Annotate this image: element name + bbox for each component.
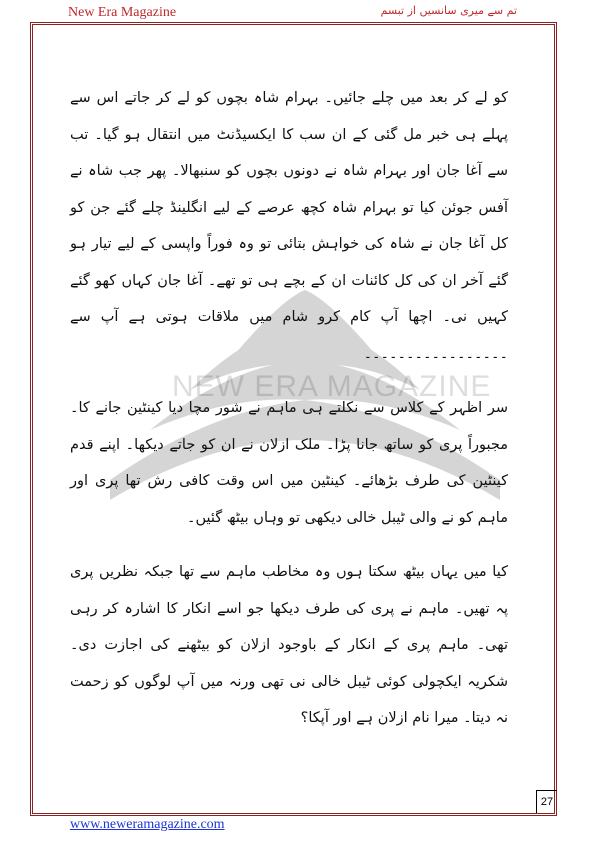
magazine-name: New Era Magazine bbox=[68, 5, 177, 20]
article-body bbox=[70, 80, 508, 755]
page-number: 27 bbox=[536, 790, 557, 813]
paragraph: کو لے کر بعد میں چلے جائیں۔ بہرام شاہ بچوں کو لے کر جاتے اس سے پہلے ہی خبر مل گئی کے ان سب کا ایکسیڈنٹ میں انتقال ہو گیا۔ تب سے آغا جان اور بہرام شاہ نے دونوں بچوں کو سنبھالا۔ پھر جب شاہ نے آفس جوئن کیا تو بہرام شاہ کچھ عرصے کے لیے انگلینڈ چلے گئے جن کو کل آغا جان نے شاہ کی خواہش بتائی تو وہ فوراً واپسی کے لیے تیار ہو گئے آخر ان کی کل کائنات ان کے بچے ہی تو تھے۔ آغا جان کہاں کھو گئے کہیں نی۔ اچھا آپ کام کرو شام میں ملاقات ہوتی ہے آپ سے ۔۔۔۔۔۔۔۔۔۔۔۔۔۔۔۔۔ bbox=[70, 90, 508, 362]
paragraph: کیا میں یہاں بیٹھ سکتا ہوں وہ مخاطب ماہم سے تھا جبکہ نظریں پری پہ تھیں۔ ماہم نے پری کی طرف دیکھا جو اسے انکار کا اشارہ کر رہی تھی۔ ماہم پری کے انکار کے باوجود ازلان کو بیٹھنے کی اجازت دی۔ شکریہ ایکچولی کوئی ٹیبل خالی نی تھی ورنہ میں آپ لوگوں کو زحمت نہ دیتا۔ میرا نام ازلان ہے اور آپکا؟ bbox=[70, 564, 508, 726]
website-link[interactable]: www.neweramagazine.com bbox=[70, 817, 225, 832]
paragraph: سر اظہر کے کلاس سے نکلتے ہی ماہم نے شور مچا دیا کینٹین جانے کا۔ مجبوراً پری کو ساتھ جانا پڑا۔ ملک ازلان نے ان کو جاتے دیکھا۔ اپنے قدم کینٹین کی طرف بڑھائے۔ کینٹین میں اس وقت کافی رش تھا پری اور ماہم کو نے والی ٹیبل خالی دیکھی تو وہاں بیٹھ گئیں۔ bbox=[70, 400, 508, 526]
watermark-text: NEW ERA MAGAZINE bbox=[172, 370, 492, 403]
novel-title: تم سے میری سانسیں از تبسم bbox=[380, 4, 517, 17]
